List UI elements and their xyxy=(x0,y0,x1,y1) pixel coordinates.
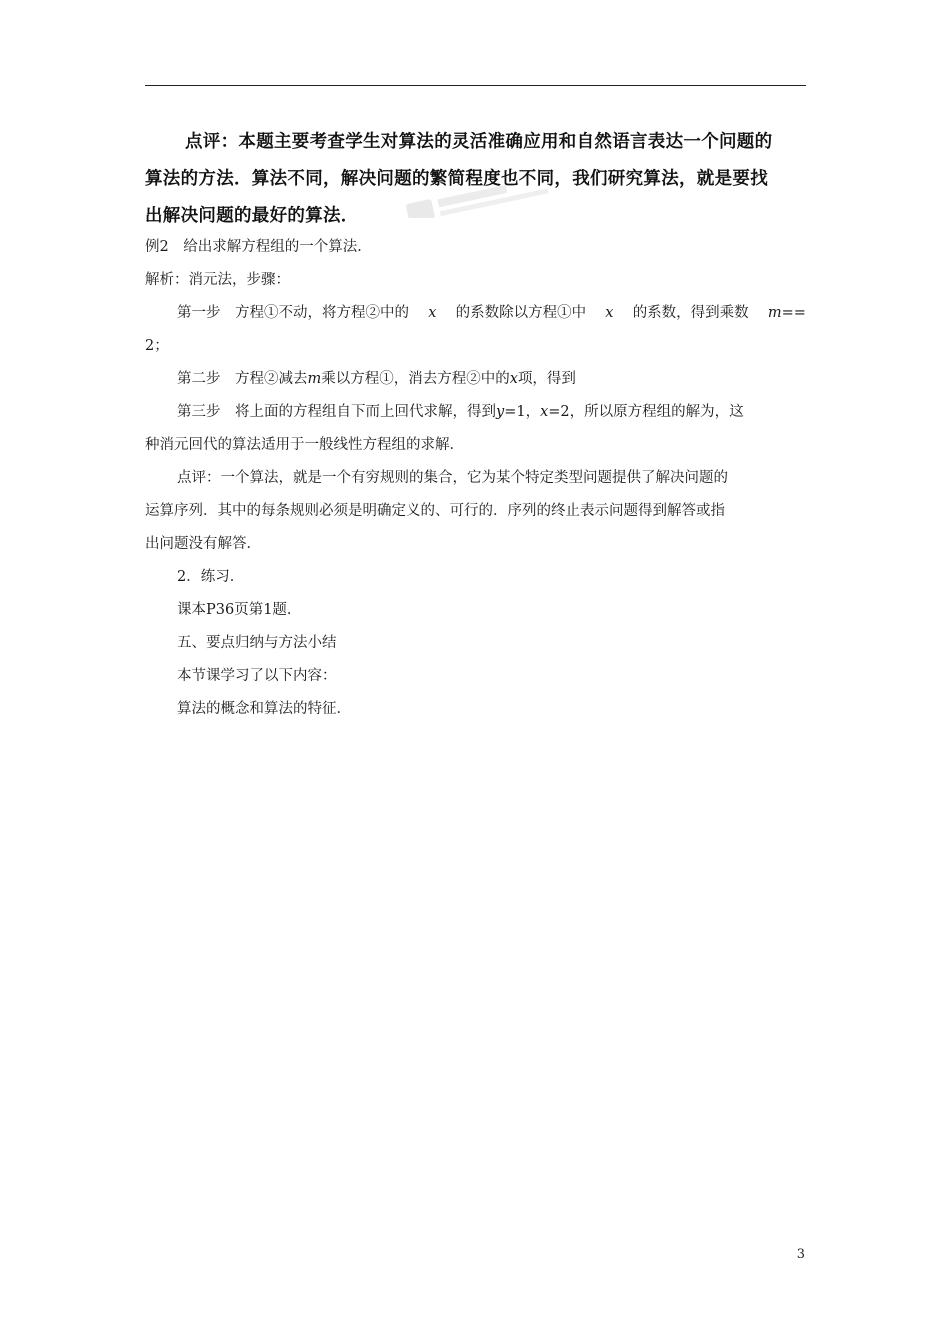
header-rule xyxy=(145,85,806,86)
review-line-3: 出问题没有解答． xyxy=(145,536,261,552)
step-3 xyxy=(145,396,806,429)
step-2-text-b: 乘以方程①，消去方程②中的 xyxy=(321,371,510,387)
var-y: y xyxy=(496,404,505,420)
var-m: m xyxy=(767,305,782,321)
step-1-text-c: 的系数，得到乘数 xyxy=(632,305,749,321)
step-1-continuation: 2； xyxy=(145,338,169,354)
step-1 xyxy=(145,297,806,330)
step-1-text-a: 第一步 方程①不动，将方程②中的 xyxy=(177,305,409,321)
step-2-text-a: 第二步 方程②减去 xyxy=(177,371,308,387)
var-x: x xyxy=(540,404,549,420)
practice-heading: 2．练习． xyxy=(177,569,245,585)
step-2 xyxy=(145,363,806,396)
summary-content: 算法的概念和算法的特征． xyxy=(177,701,351,717)
step-3-continuation: 种消元回代的算法适用于一般线性方程组的求解． xyxy=(145,437,464,453)
step-1-text-b: 的系数除以方程①中 xyxy=(455,305,587,321)
var-m: m xyxy=(307,371,322,387)
step-3-text-b: =1， xyxy=(504,404,541,420)
summary-intro: 本节课学习了以下内容： xyxy=(177,668,337,684)
step-3-text-a: 第三步 将上面的方程组自下而上回代求解，得到 xyxy=(177,404,496,420)
step-3-text-c: =2，所以原方程组的解为，这 xyxy=(548,404,744,420)
var-x: x xyxy=(428,305,437,321)
step-2-text-c: 项，得到 xyxy=(517,371,576,387)
document-body xyxy=(145,231,806,726)
var-x: x xyxy=(605,305,614,321)
review-line-1: 点评：一个算法，就是一个有穷规则的集合，它为某个特定类型问题提供了解决问题的 xyxy=(177,470,728,486)
step-1-text-d: == xyxy=(781,305,806,321)
comment-line-2: 算法的方法．算法不同，解决问题的繁简程度也不同，我们研究算法，就是要找 xyxy=(145,169,768,189)
example-title: 例2 给出求解方程组的一个算法． xyxy=(145,239,372,255)
practice-task: 课本P36页第1题． xyxy=(177,602,302,618)
example-analysis: 解析：消元法，步骤： xyxy=(145,272,290,288)
var-x: x xyxy=(509,371,518,387)
comment-line-3: 出解决问题的最好的算法． xyxy=(145,206,359,226)
summary-heading: 五、要点归纳与方法小结 xyxy=(177,635,337,651)
comment-line-1: 点评：本题主要考查学生对算法的灵活准确应用和自然语言表达一个问题的 xyxy=(185,132,773,152)
review-line-2: 运算序列．其中的每条规则必须是明确定义的、可行的．序列的终止表示问题得到解答或指 xyxy=(145,503,725,519)
watermark-logo-icon xyxy=(398,178,568,218)
page-number: 3 xyxy=(796,1247,805,1262)
